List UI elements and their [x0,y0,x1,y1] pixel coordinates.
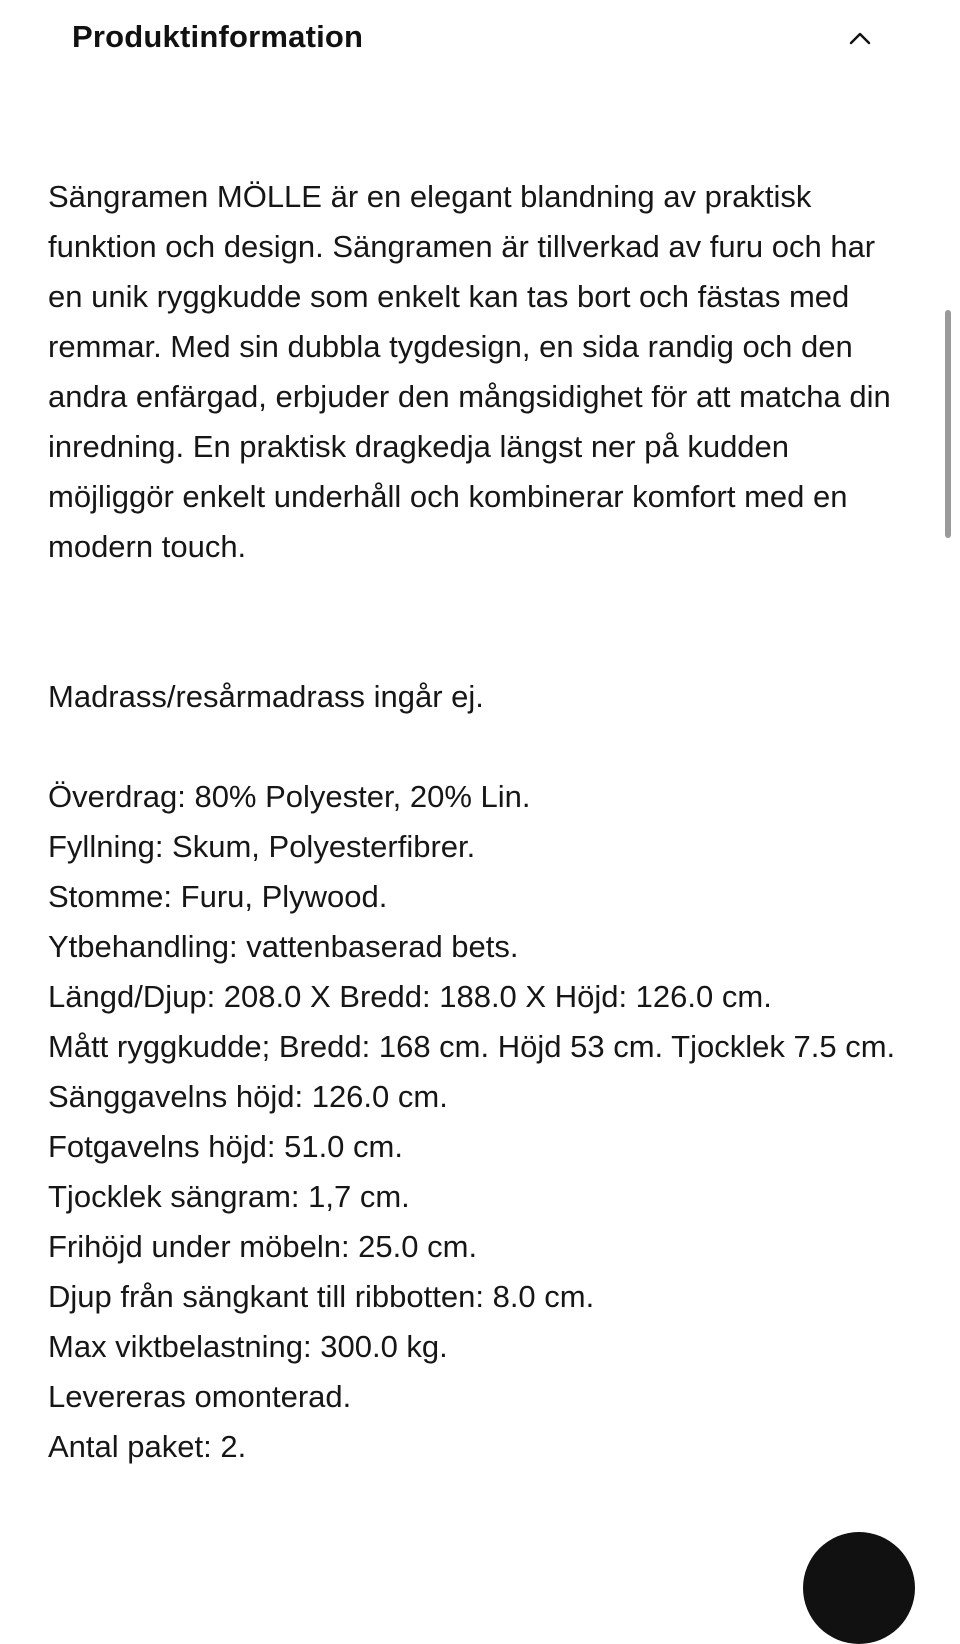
mattress-note: Madrass/resårmadrass ingår ej. [48,679,484,714]
spec-item-dimensions: Längd/Djup: 208.0 X Bredd: 188.0 X Höjd: 126.0 cm. [48,979,772,1014]
spacer [48,722,918,772]
spec-item-slat-depth: Djup från sängkant till ribbotten: 8.0 cm. [48,1279,595,1314]
spec-item-clearance: Frihöjd under möbeln: 25.0 cm. [48,1229,478,1264]
spec-item-package-count: Antal paket: 2. [48,1429,247,1464]
accordion-header[interactable] [0,0,960,76]
floating-action-button[interactable] [803,1532,915,1644]
spec-item-finish: Ytbehandling: vattenbaserad bets. [48,929,519,964]
spec-item-cover: Överdrag: 80% Polyester, 20% Lin. [48,779,531,814]
spec-item-filling: Fyllning: Skum, Polyesterfibrer. [48,829,476,864]
product-description: Sängramen MÖLLE är en elegant blandning av praktisk funktion och design. Sängramen är tillverkad av furu och har en unik ryggkudde som enkelt kan tas bort och fästas med remmar. Med sin dubbla tygdesign, en sida randig och den andra enfärgad, erbjuder den mångsidighet för att matcha din inredning. En praktisk dragkedja längst ner på kudden möjliggör enkelt underhåll och kombinerar komfort med en modern touch. [48,179,891,564]
scrollbar[interactable] [946,0,954,1581]
spec-item-cushion-dimensions: Mått ryggkudde; Bredd: 168 cm. Höjd 53 cm. Tjocklek 7.5 cm. [48,1029,896,1064]
scrollbar-thumb[interactable] [945,310,951,538]
accordion-title: Produktinformation [72,19,364,54]
spec-item-frame-thickness: Tjocklek sängram: 1,7 cm. [48,1179,410,1214]
spec-item-delivery: Levereras omonterad. [48,1379,352,1414]
spec-item-footboard-height: Fotgavelns höjd: 51.0 cm. [48,1129,403,1164]
spec-item-headboard-height: Sänggavelns höjd: 126.0 cm. [48,1079,448,1114]
chevron-up-icon [849,31,871,45]
collapse-toggle[interactable] [840,20,880,56]
spec-list [48,772,918,1472]
spec-item-frame: Stomme: Furu, Plywood. [48,879,388,914]
spacer [48,622,918,672]
spec-item-max-load: Max viktbelastning: 300.0 kg. [48,1329,448,1364]
product-information-content [48,172,918,1472]
